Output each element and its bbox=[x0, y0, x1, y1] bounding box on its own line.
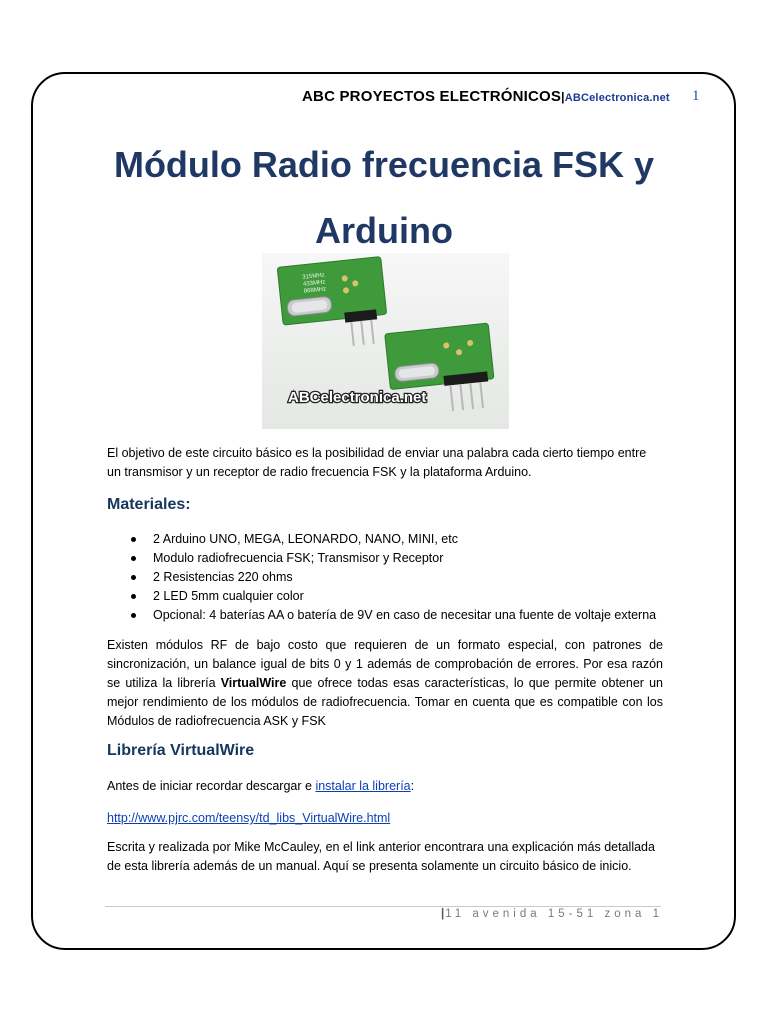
header-site: ABCelectronica.net bbox=[564, 92, 670, 104]
materials-item: 2 Resistencias 220 ohms bbox=[107, 568, 656, 587]
title-line-2: Arduino bbox=[315, 210, 453, 251]
footer-divider bbox=[105, 906, 661, 907]
bullet-icon bbox=[131, 575, 136, 580]
bullet-icon bbox=[131, 556, 136, 561]
board-label-315: 315MHz bbox=[302, 272, 325, 281]
board-label-868: 868MHz bbox=[303, 286, 327, 295]
document-title bbox=[90, 132, 678, 264]
virtualwire-url bbox=[107, 809, 663, 828]
intro-paragraph: El objetivo de este circuito básico es la posibilidad de enviar una palabra cada cierto tiempo entre un transmisor y un receptor de radio frecuencia FSK y la plataforma Arduino. bbox=[107, 446, 647, 479]
page-number: 1 bbox=[692, 88, 700, 104]
virtualwire-bold: VirtualWire bbox=[220, 676, 287, 690]
footer-bar: | bbox=[441, 908, 446, 920]
rf-modules-illustration bbox=[262, 253, 509, 429]
header-separator: | bbox=[561, 90, 565, 104]
rf-modules-photo bbox=[262, 253, 509, 429]
materials-list bbox=[107, 530, 656, 625]
materials-item: Opcional: 4 baterías AA o batería de 9V en caso de necesitar una fuente de voltaje externa bbox=[107, 606, 656, 625]
title-line-1: Módulo Radio frecuencia FSK y bbox=[113, 144, 655, 185]
board-label-433: 433MHz bbox=[302, 279, 326, 288]
materials-item: 2 LED 5mm cualquier color bbox=[107, 587, 656, 606]
running-header bbox=[302, 88, 670, 105]
photo-watermark: ABCelectronica.net bbox=[288, 389, 427, 406]
library-description: Escrita y realizada por Mike McCauley, en el link anterior encontrara una explicación más detallada de esta librería además de un manual. Aquí se presenta solamente un circuito básico de inicio. bbox=[107, 840, 655, 873]
virtualwire-paragraph: Existen módulos RF de bajo costo que requieren de un formato especial, con patrones de sincronización, un balance igual de bits 0 y 1 además de comprobación de errores. Por esa razón se utiliza la librería VirtualWire que ofrece todas esas características, lo que permite obtener un mejor rendimiento de los módulos de radiofrecuencia. Tomar en cuenta que es compatible con los Módulos de radiofrecuencia ASK y FSK bbox=[107, 638, 663, 728]
install-library-link[interactable]: instalar la librería bbox=[315, 779, 411, 793]
virtualwire-url-link[interactable]: http://www.pjrc.com/teensy/td_libs_VirtualWire.html bbox=[107, 811, 391, 825]
bullet-icon bbox=[131, 613, 136, 618]
footer-address: 11 avenida 15-51 zona 1 bbox=[445, 908, 663, 920]
header-title: ABC PROYECTOS ELECTRÓNICOS bbox=[302, 88, 562, 105]
install-instruction: Antes de iniciar recordar descargar e instalar la librería: bbox=[107, 779, 415, 793]
bullet-icon bbox=[131, 594, 136, 599]
materials-heading: Materiales: bbox=[107, 496, 191, 513]
materials-item: Modulo radiofrecuencia FSK; Transmisor y Receptor bbox=[107, 549, 656, 568]
materials-item: 2 Arduino UNO, MEGA, LEONARDO, NANO, MINI, etc bbox=[107, 530, 656, 549]
footer-address-block bbox=[441, 908, 663, 920]
library-heading: Librería VirtualWire bbox=[107, 742, 255, 759]
bullet-icon bbox=[131, 537, 136, 542]
